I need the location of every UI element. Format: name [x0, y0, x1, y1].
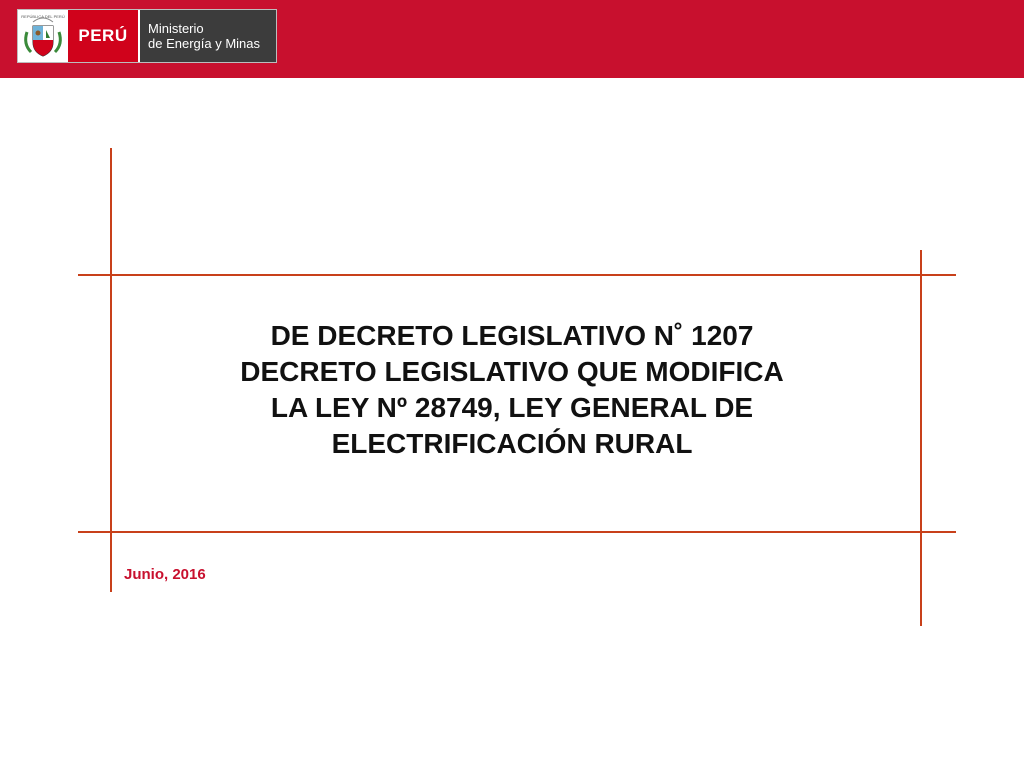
slide-title [160, 318, 864, 462]
frame-left-vertical [110, 148, 112, 592]
title-line-4: ELECTRIFICACIÓN RURAL [331, 428, 693, 459]
coat-of-arms-icon [18, 10, 68, 62]
header-bar [0, 0, 1024, 78]
frame-bottom-horizontal [78, 531, 956, 533]
logo-country: PERÚ [68, 10, 138, 62]
title-line-3: LA LEY Nº 28749, LEY GENERAL DE [270, 392, 754, 423]
title-line-2: DECRETO LEGISLATIVO QUE MODIFICA [240, 356, 784, 387]
logo-ministry-line1: Ministerio [148, 21, 204, 36]
logo-ministry-name [138, 10, 276, 62]
frame-top-horizontal [78, 274, 956, 276]
presentation-date: Junio, 2016 [124, 566, 206, 583]
emblem-text: REPÚBLICA DEL PERÚ [21, 14, 65, 19]
title-line-1: DE DECRETO LEGISLATIVO N˚ 1207 [270, 320, 754, 351]
ministry-logo [17, 9, 277, 63]
frame-right-vertical [920, 250, 922, 626]
logo-ministry-line2: de Energía y Minas [148, 36, 261, 51]
